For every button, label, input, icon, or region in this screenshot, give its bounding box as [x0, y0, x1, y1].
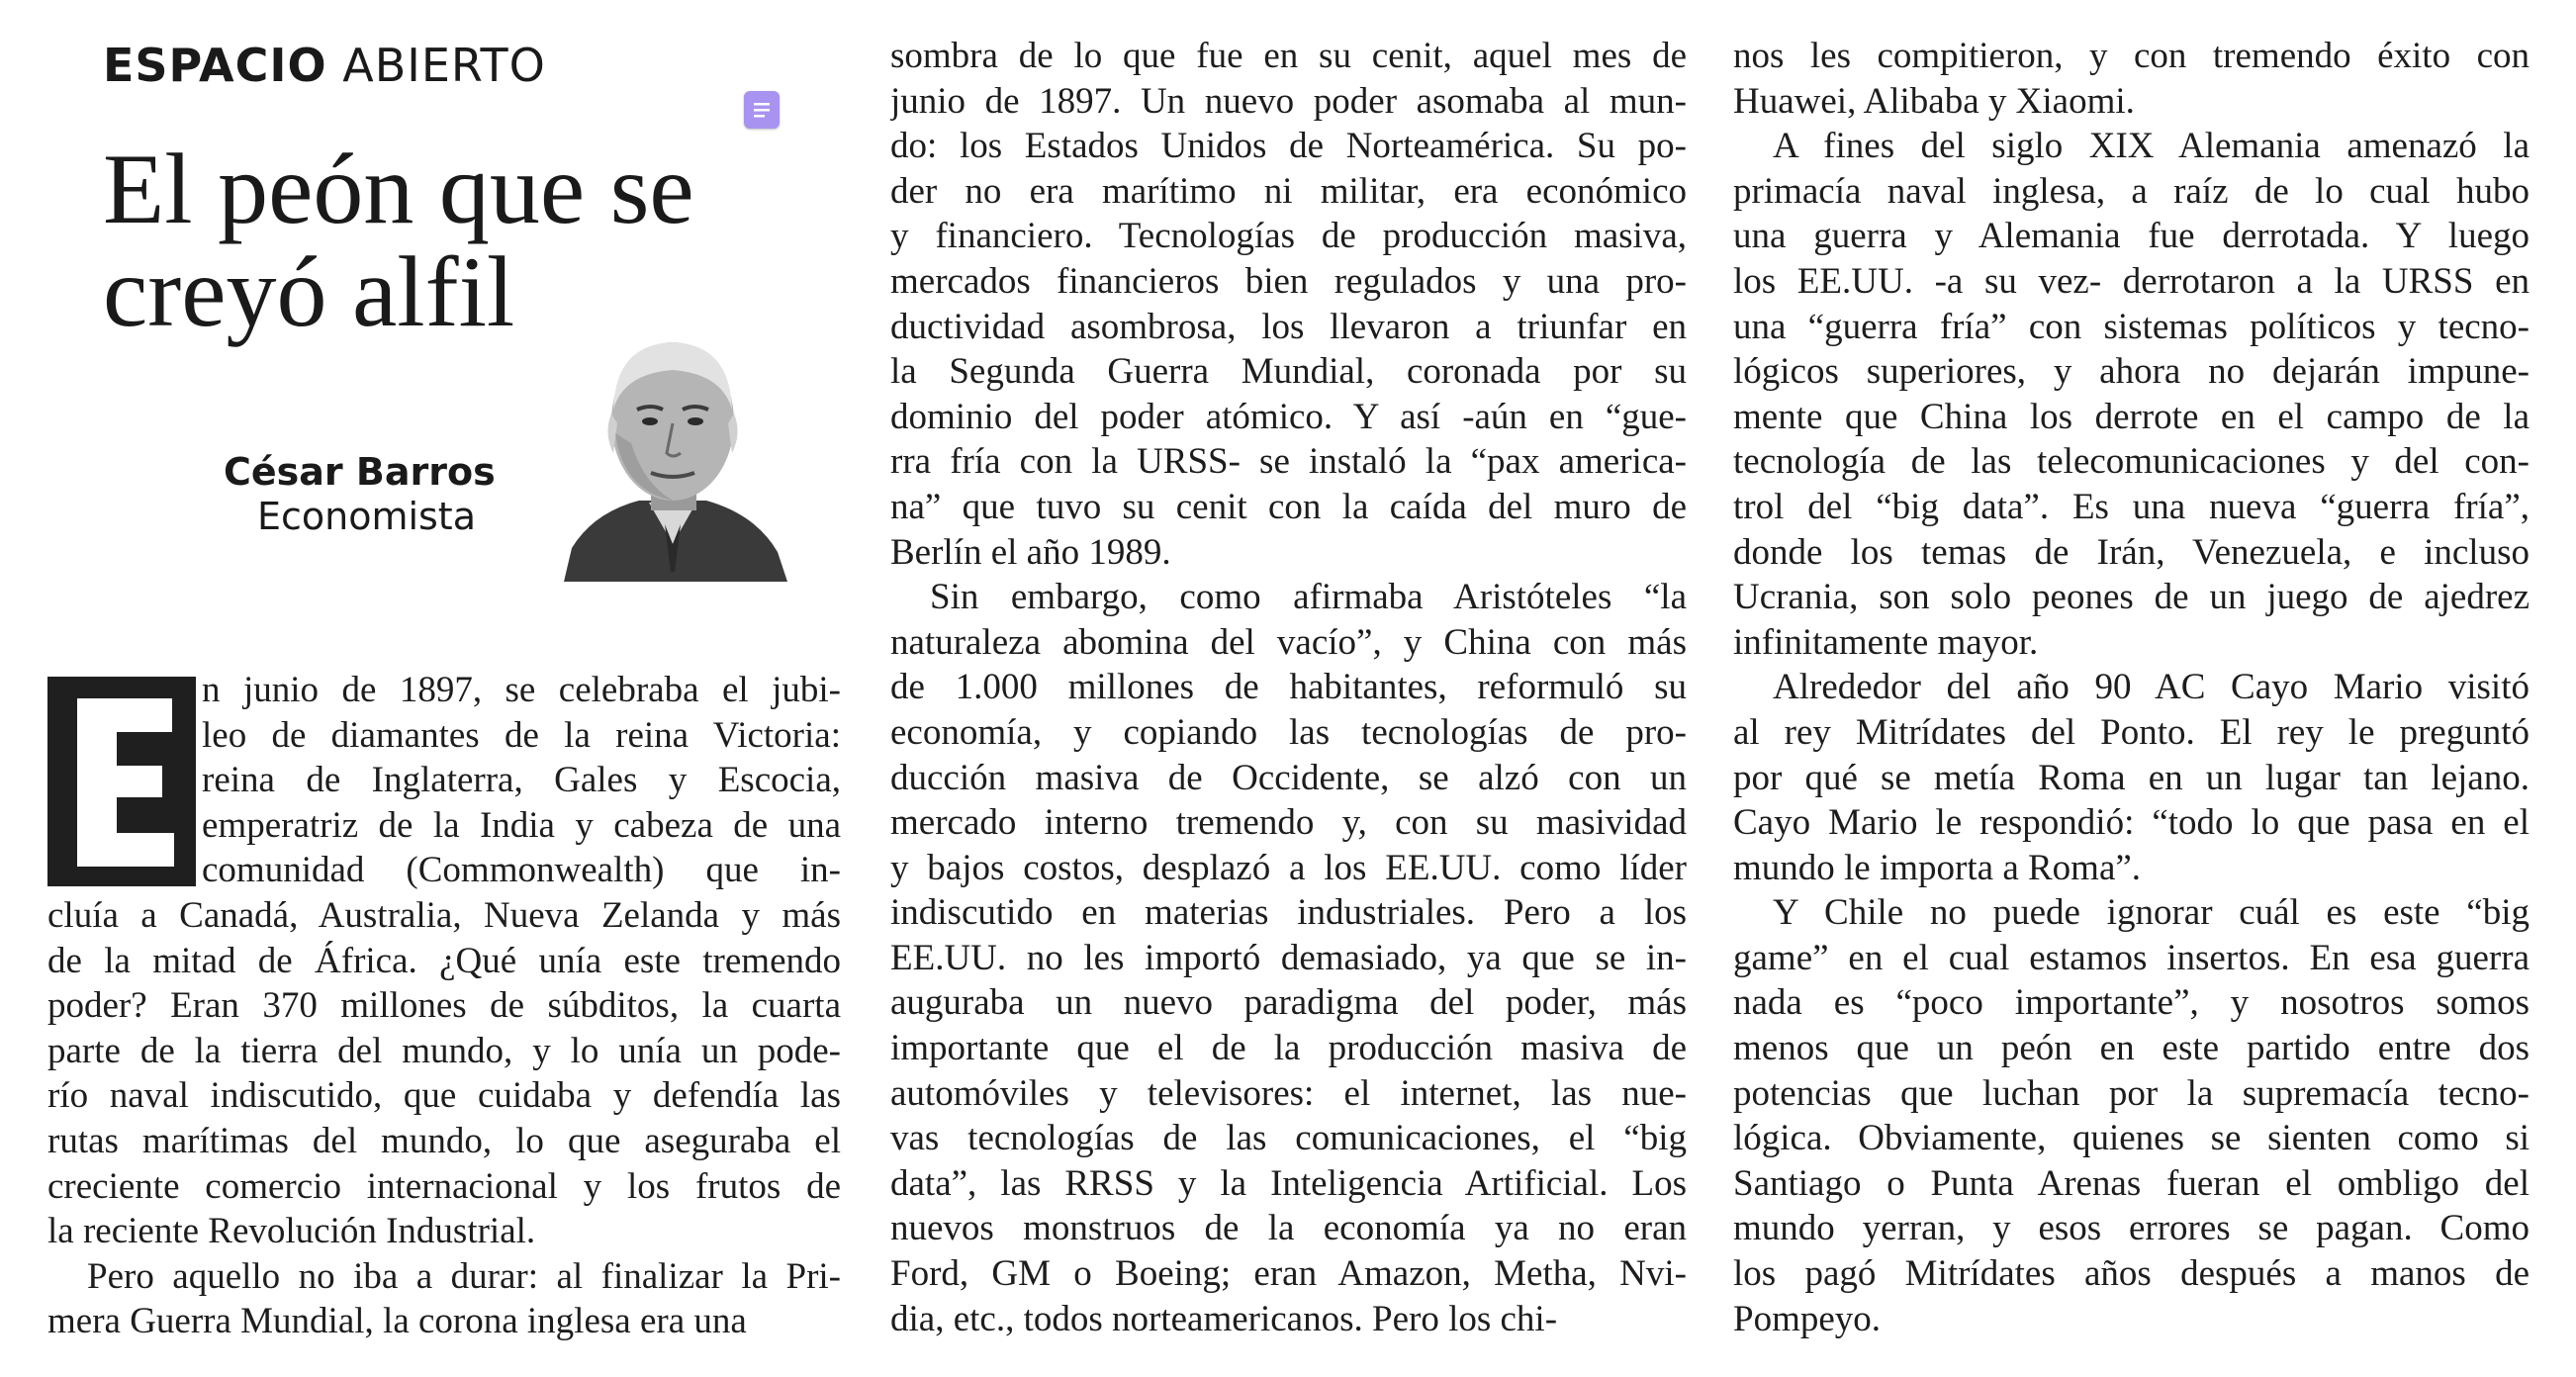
- author-portrait: [554, 315, 791, 582]
- text-line: reina de Inglaterra, Gales y Escocia,: [202, 760, 841, 801]
- text-line: Y Chile no puede ignorar cuál es este “big: [1773, 892, 2530, 934]
- author-name: César Barros: [224, 450, 496, 494]
- headline: [103, 134, 815, 348]
- text-line: leo de diamantes de la reina Victoria:: [202, 714, 841, 756]
- text-line: tecnología de las telecomunicaciones y del con-: [1733, 441, 2530, 483]
- text-line: sombra de lo que fue en su cenit, aquel mes de: [890, 36, 1687, 76]
- column-3: [1733, 34, 2530, 1341]
- text-line: la Segunda Guerra Mundial, coronada por su: [890, 351, 1687, 393]
- text-line: cluía a Canadá, Australia, Nueva Zelanda y más: [47, 894, 841, 936]
- text-line: nuevos monstruos de la economía ya no eran: [890, 1208, 1687, 1249]
- text-line: y bajos costos, desplazó a los EE.UU. como líder: [890, 847, 1687, 888]
- text-line: primacía naval inglesa, a raíz de lo cual hubo: [1733, 170, 2530, 212]
- text-line: Huawei, Alibaba y Xiaomi.: [1733, 80, 2135, 122]
- text-line: los pagó Mitrídates años después a manos de: [1733, 1253, 2530, 1295]
- text-line: der no era marítimo ni militar, era económico: [890, 170, 1687, 212]
- text-line: Ford, GM o Boeing; eran Amazon, Metha, Nvi-: [890, 1253, 1687, 1295]
- text-line: Sin embargo, como afirmaba Aristóteles “la: [930, 577, 1687, 618]
- text-line: mundo yerran, y esos errores se pagan. Como: [1733, 1208, 2530, 1249]
- text-line: Pompeyo.: [1733, 1298, 1882, 1339]
- text-line: lógica. Obviamente, quienes se sienten como si: [1733, 1118, 2530, 1159]
- text-line: data”, las RRSS y la Inteligencia Artificial. Los: [890, 1162, 1687, 1204]
- text-line: donde los temas de Irán, Venezuela, e incluso: [1733, 531, 2530, 573]
- text-line: de la mitad de África. ¿Qué unía este tremendo: [47, 940, 841, 981]
- text-line: y financiero. Tecnologías de producción masiva,: [890, 216, 1687, 257]
- text-line: trol del “big data”. Es una nueva “guerra fría”,: [1733, 486, 2530, 527]
- text-line: mercados financieros bien regulados y una pro-: [890, 260, 1687, 302]
- text-line: Pero aquello no iba a durar: al finalizar la Pri-: [87, 1255, 841, 1297]
- note-icon[interactable]: [744, 91, 780, 129]
- text-line: naturaleza abomina del vacío”, y China con más: [890, 621, 1687, 663]
- text-line: rutas marítimas del mundo, lo que aseguraba el: [47, 1120, 841, 1161]
- text-line: la reciente Revolución Industrial.: [47, 1211, 536, 1252]
- text-line: economía, y copiando las tecnologías de pro-: [890, 711, 1687, 753]
- text-line: dia, etc., todos norteamericanos. Pero los chi-: [890, 1298, 1558, 1339]
- text-line: por qué se metía Roma en un lugar tan lejano.: [1733, 757, 2530, 798]
- text-line: nada es “poco importante”, y nosotros somos: [1733, 982, 2530, 1024]
- text-line: vas tecnologías de las comunicaciones, el “big: [890, 1118, 1687, 1159]
- text-line: río naval indiscutido, que cuidaba y defendía las: [47, 1075, 841, 1117]
- text-line: junio de 1897. Un nuevo poder asomaba al mun-: [890, 80, 1687, 122]
- text-line: rra fría con la URSS- se instaló la “pax america-: [890, 441, 1687, 483]
- headline-line-1: El peón que se: [103, 134, 694, 245]
- text-line: Ucrania, son solo peones de un juego de ajedrez: [1733, 577, 2530, 618]
- text-line: dominio del poder atómico. Y así -aún en “gue-: [890, 396, 1687, 437]
- text-line: ductividad asombrosa, los llevaron a triunfar en: [890, 306, 1687, 347]
- text-line: Santiago o Punta Arenas fueran el ombligo del: [1733, 1162, 2530, 1204]
- text-line: importante que el de la producción masiva de: [890, 1028, 1687, 1069]
- text-line: los EE.UU. -a su vez- derrotaron a la URSS en: [1733, 260, 2530, 302]
- text-line: do: los Estados Unidos de Norteamérica. Su po-: [890, 126, 1687, 167]
- author-role: Economista: [256, 495, 476, 538]
- section-label-light: ABIERTO: [342, 39, 546, 92]
- text-line: A fines del siglo XIX Alemania amenazó la: [1773, 126, 2530, 167]
- text-line: Alrededor del año 90 AC Cayo Mario visitó: [1773, 667, 2530, 708]
- text-line: potencias que luchan por la supremacía tecno-: [1733, 1072, 2530, 1114]
- text-line: comunidad (Commonwealth) que in-: [202, 850, 841, 891]
- text-line: menos que un peón en este partido entre dos: [1733, 1028, 2530, 1069]
- text-line: parte de la tierra del mundo, y lo unía un pode-: [47, 1030, 841, 1071]
- text-line: de 1.000 millones de habitantes, reformuló su: [890, 667, 1687, 708]
- text-line: poder? Eran 370 millones de súbditos, la cuarta: [47, 985, 841, 1027]
- text-line: emperatriz de la India y cabeza de una: [202, 804, 841, 846]
- column-1: [47, 668, 841, 1344]
- text-line: al rey Mitrídates del Ponto. El rey le preguntó: [1733, 711, 2530, 753]
- text-line: mente que China los derrote en el campo de la: [1733, 396, 2530, 437]
- section-label-bold: ESPACIO: [103, 39, 327, 92]
- text-line: n junio de 1897, se celebraba el jubi-: [202, 670, 841, 710]
- text-line: Cayo Mario le respondió: “todo lo que pasa en el: [1733, 802, 2530, 844]
- text-line: Berlín el año 1989.: [890, 531, 1171, 573]
- column-2: [890, 34, 1687, 1341]
- headline-line-2: creyó alfil: [103, 236, 515, 348]
- text-line: nos les compitieron, y con tremendo éxito con: [1733, 36, 2530, 76]
- section-label: [103, 36, 546, 95]
- text-line: mera Guerra Mundial, la corona inglesa era una: [47, 1301, 747, 1342]
- text-line: na” que tuvo su cenit con la caída del muro de: [890, 486, 1687, 527]
- text-line: indiscutido en materias industriales. Pero a los: [890, 892, 1687, 934]
- text-line: mercado interno tremendo y, con su masividad: [890, 802, 1687, 844]
- text-line: infinitamente mayor.: [1733, 621, 2039, 663]
- text-line: auguraba un nuevo paradigma del poder, más: [890, 982, 1687, 1024]
- text-line: game” en el cual estamos insertos. En esa guerra: [1733, 937, 2530, 978]
- text-line: lógicos superiores, y ahora no dejarán impune-: [1733, 351, 2530, 393]
- text-line: una guerra y Alemania fue derrotada. Y luego: [1733, 216, 2530, 257]
- text-line: una “guerra fría” con sistemas políticos y tecno-: [1733, 306, 2530, 347]
- text-line: mundo le importa a Roma”.: [1733, 847, 2142, 888]
- text-line: automóviles y televisores: el internet, las nue-: [890, 1072, 1687, 1114]
- text-line: creciente comercio internacional y los frutos de: [47, 1165, 841, 1207]
- text-line: EE.UU. no les importó demasiado, ya que se in-: [890, 937, 1687, 978]
- text-line: ducción masiva de Occidente, se alzó con un: [890, 757, 1687, 798]
